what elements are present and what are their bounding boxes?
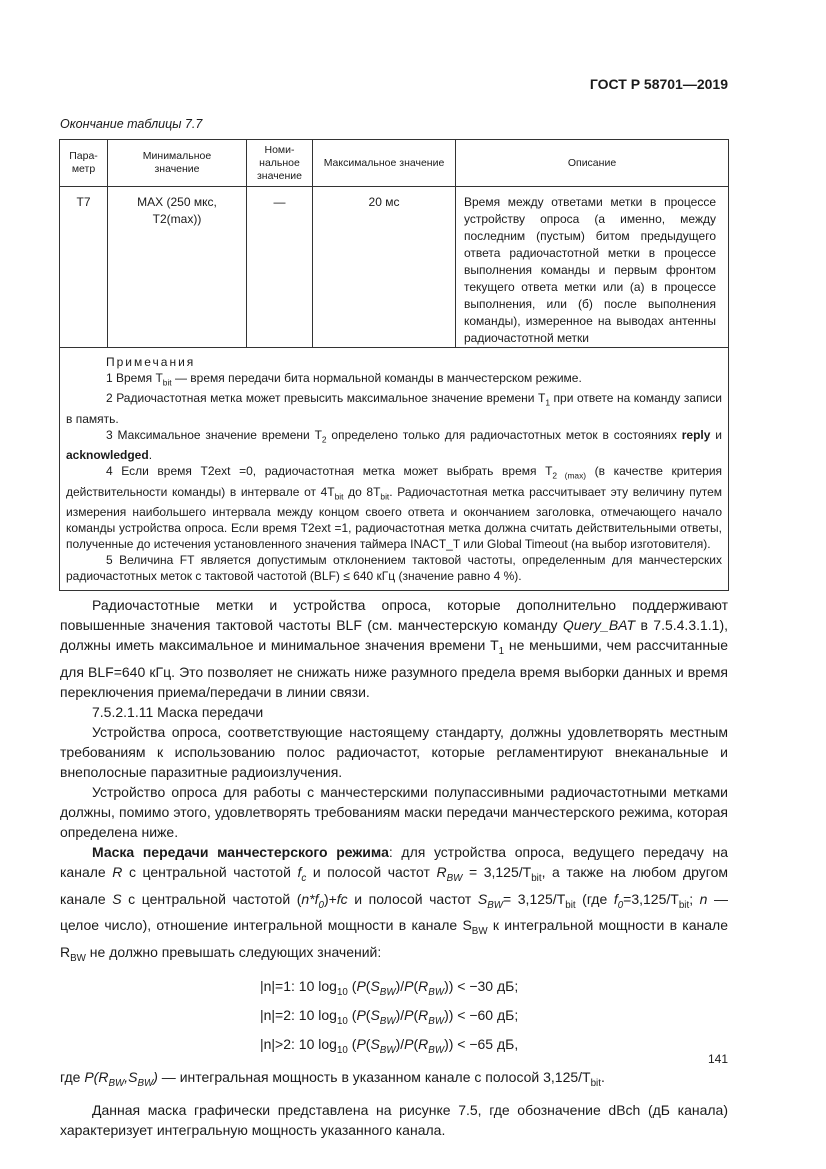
column-header-max: Максимальное значение xyxy=(313,140,456,187)
table-row xyxy=(60,187,729,348)
document-number: ГОСТ Р 58701—2019 xyxy=(589,76,728,92)
note-1: 1 Время $T_{bit}$ — время передачи бита нормальной команды в манчестерском режиме. xyxy=(106,371,582,388)
paragraph-power-definition: где $P(R_{BW},S_{BW})$ — интегральная мощность в указанном канале с полосой $3,125/T_{bit}$. xyxy=(60,1069,605,1090)
note-2: 2 Радиочастотная метка может превысить максимальное значение времени $T_1$ при ответе на команду записи в память. xyxy=(66,391,722,426)
cell-description: Время между ответами метки в процессе устройству опроса (а именно, между последним (пустым) битом предыдущего ответа радиочастотной метки в процессе выполнения команды и первым фронтом текущего ответа метки или (а) в процессе выполнения, или (б) после выполнения команды), измеренное на выводах антенны радиочастотной метки xyxy=(456,187,729,348)
page-number: 141 xyxy=(707,1052,728,1066)
formula-3: |n|>2: 10 $\log_{10} (P(S_{BW})/P(R_{BW})) < -65$ дБ, xyxy=(260,1035,519,1056)
notes-title: Примечания xyxy=(106,355,196,369)
cell-param: T7 xyxy=(60,187,108,348)
notes-cell xyxy=(60,348,729,591)
column-header-nominal: Номи- нальное значение xyxy=(247,140,313,187)
paragraph-figure-ref: Данная маска графически представлена на рисунке 7.5, где обозначение dBch (дБ канала) характеризует интегральную мощность указанного канала. xyxy=(60,1102,728,1139)
parameters-table xyxy=(59,139,729,591)
formula-1: |n|=1: 10 $\log_{10} (P(S_{BW})/P(R_{BW})) < -30$ дБ; xyxy=(260,977,519,998)
cell-min: MAX (250 мкс, T2(max)) xyxy=(108,187,247,348)
paragraph-blf: Радиочастотные метки и устройства опроса, которые дополнительно поддерживают повышенные значения тактовой частоты BLF (см. манчестерскую команду Query_BAT в 7.5.4.3.1.1), должны иметь максимальное и минимальное значения времени $T_1$ не меньшими, чем рассчитанные для BLF=640 кГц. Это позволяет не снижать ниже разумного предела время выборки данных и время переключения приема/передачи в линии связи. xyxy=(60,597,729,700)
table-caption: Окончание таблицы 7.7 xyxy=(60,117,203,131)
main-text xyxy=(60,595,728,1140)
table-notes-row xyxy=(60,348,729,591)
formula-2: |n|=2: 10 $\log_{10} (P(S_{BW})/P(R_{BW})) < -60$ дБ; xyxy=(260,1006,519,1027)
note-4: 4 Если время T2ext =0, радиочастотная метка может выбрать время $T_{2 (max)}$ (в качестве критерия действительности команды) в интервале от $4T_{bit}$ до $8T_{bit}$. Радиочастотная метка рассчитывает эту величину путем измерения наибольшего интервала между концом своего ответа и окончанием заголовка, отмечающего начало команды устройства опроса. Если время T2ext =1, радиочастотная метка должна считать действительными ответы, полученные до истечения установленного значения таймера INACT_T или Global Timeout (на выбор изготовителя). xyxy=(66,464,723,551)
section-heading: 7.5.2.1.11 Маска передачи xyxy=(92,703,264,720)
paragraph-manchester: Устройство опроса для работы с манчестерскими полупассивными радиочастотными метками должны, помимо этого, удовлетворять требованиям маски передачи манчестерского режима, которая определена ниже. xyxy=(60,783,728,840)
cell-nominal: — xyxy=(247,187,313,348)
note-5: 5 Величина FT является допустимым отклонением тактовой частоты, определенным для манчестерских радиочастотных меток с тактовой частотой (BLF) ≤ 640 кГц (значение равно 4 %). xyxy=(66,552,722,583)
column-header-min: Минимальное значение xyxy=(108,140,247,187)
cell-max: 20 мс xyxy=(313,187,456,348)
paragraph-requirements: Устройства опроса, соответствующие настоящему стандарту, должны удовлетворять местным требованиям к использованию полос радиочастот, которые регламентируют внеканальные и внеполосные паразитные радиоизлучения. xyxy=(60,723,728,780)
note-3: 3 Максимальное значение времени $T_2$ определено только для радиочастотных меток в состояниях reply и acknowledged. xyxy=(66,427,722,463)
column-header-param: Пара- метр xyxy=(60,140,108,187)
column-header-description: Описание xyxy=(456,140,729,187)
table-header-row xyxy=(60,140,729,187)
paragraph-mask: Маска передачи манчестерского режима: для устройства опроса, ведущего передачу на канале R с центральной частотой $f_c$ и полосой частот $R_{BW} = 3,125/T_{bit}$, а также на любом другом канале S с центральной частотой $(n*f_0)+fc$ и полосой частот $S_{BW}= 3,125/T_{bit}$ (где $f_0=3,125/T_{bit}$; n — целое число), отношение интегральной мощности в канале $S_{BW}$ к интегральной мощности в канале $R_{BW}$ не должно превышать следующих значений: xyxy=(60,843,728,964)
